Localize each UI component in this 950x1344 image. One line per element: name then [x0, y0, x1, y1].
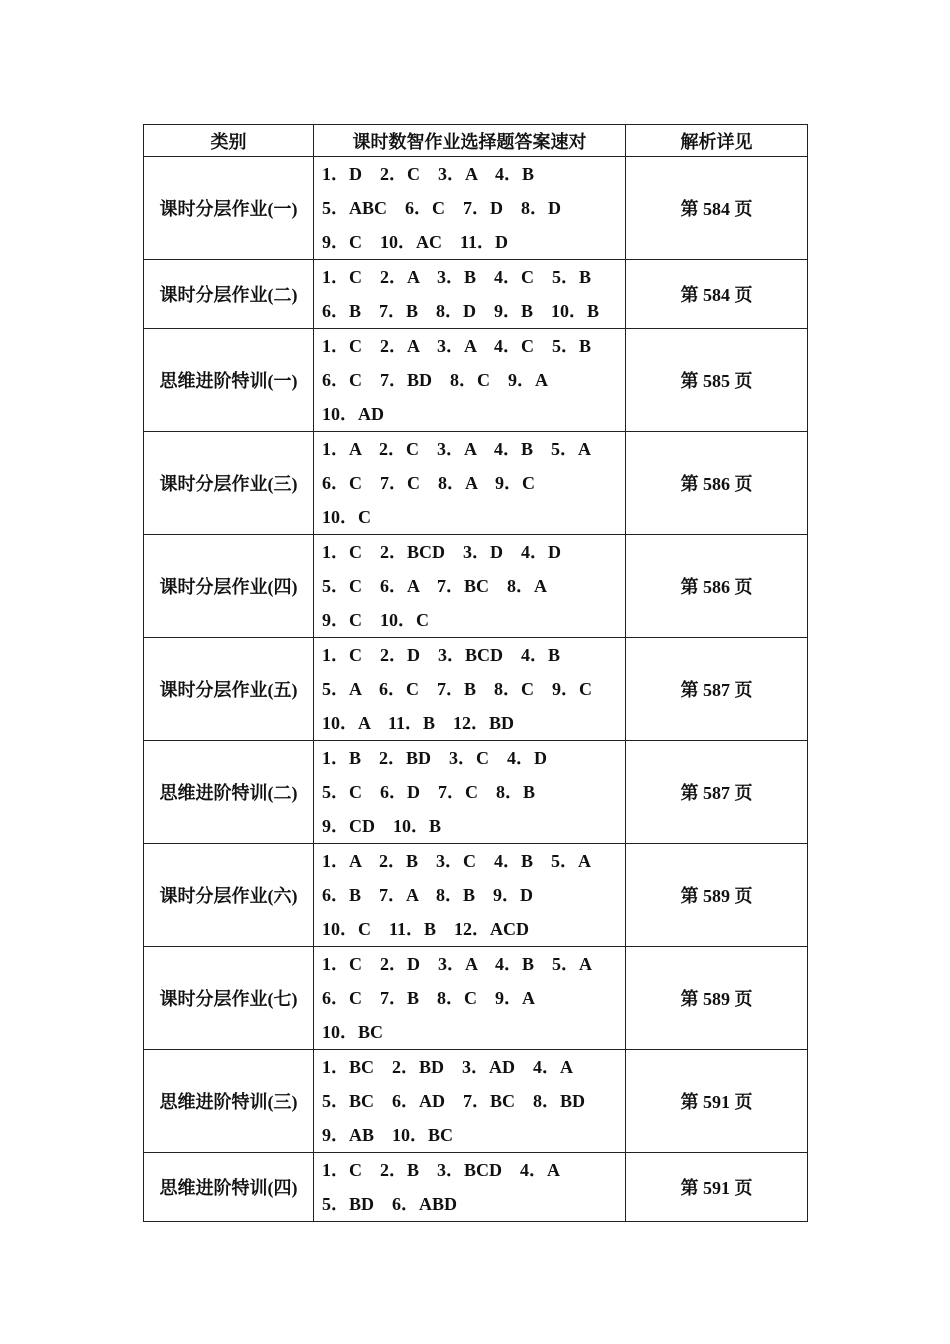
row-answers	[314, 157, 626, 260]
answer-line: 5．BC 6．AD 7．BC 8．BD	[322, 1091, 586, 1111]
table-body	[144, 157, 808, 1222]
header-category: 类别	[144, 125, 314, 157]
header-details: 解析详见	[626, 125, 808, 157]
answer-line: 1．BC 2．BD 3．AD 4．A	[322, 1057, 574, 1077]
answer-line: 9．CD 10．B	[322, 816, 442, 836]
answer-line: 6．C 7．B 8．C 9．A	[322, 988, 536, 1008]
answer-line: 10．C 11．B 12．ACD	[322, 919, 530, 939]
table-row	[144, 947, 808, 1050]
table-row	[144, 844, 808, 947]
answer-line: 9．C 10．AC 11．D	[322, 232, 509, 252]
header-answers: 课时数智作业选择题答案速对	[314, 125, 626, 157]
table-row	[144, 1050, 808, 1153]
answer-line: 6．C 7．BD 8．C 9．A	[322, 370, 549, 390]
answer-line: 5．ABC 6．C 7．D 8．D	[322, 198, 562, 218]
answer-line: 5．A 6．C 7．B 8．C 9．C	[322, 679, 593, 699]
row-page-ref: 第 591 页	[626, 1153, 808, 1222]
table-header-row	[144, 125, 808, 157]
answer-line: 10．BC	[322, 1022, 384, 1042]
row-category: 思维进阶特训(三)	[144, 1050, 314, 1153]
table-row	[144, 157, 808, 260]
row-category: 课时分层作业(七)	[144, 947, 314, 1050]
row-category: 课时分层作业(三)	[144, 432, 314, 535]
answer-line: 5．BD 6．ABD	[322, 1194, 458, 1214]
row-page-ref: 第 591 页	[626, 1050, 808, 1153]
answer-line: 1．C 2．D 3．BCD 4．B	[322, 645, 561, 665]
answer-line: 1．C 2．A 3．A 4．C 5．B	[322, 336, 592, 356]
row-category: 课时分层作业(一)	[144, 157, 314, 260]
row-answers	[314, 741, 626, 844]
table-row	[144, 1153, 808, 1222]
table-row	[144, 432, 808, 535]
row-answers	[314, 638, 626, 741]
answer-line: 9．C 10．C	[322, 610, 429, 630]
row-page-ref: 第 584 页	[626, 260, 808, 329]
row-page-ref: 第 589 页	[626, 947, 808, 1050]
answer-line: 10．A 11．B 12．BD	[322, 713, 515, 733]
row-page-ref: 第 586 页	[626, 432, 808, 535]
row-category: 课时分层作业(六)	[144, 844, 314, 947]
answer-line: 10．AD	[322, 404, 384, 424]
row-page-ref: 第 585 页	[626, 329, 808, 432]
answer-line: 1．C 2．D 3．A 4．B 5．A	[322, 954, 593, 974]
row-category: 思维进阶特训(二)	[144, 741, 314, 844]
answer-line: 6．C 7．C 8．A 9．C	[322, 473, 536, 493]
answer-line: 1．B 2．BD 3．C 4．D	[322, 748, 548, 768]
row-answers	[314, 329, 626, 432]
answer-line: 1．C 2．A 3．B 4．C 5．B	[322, 267, 592, 287]
row-category: 思维进阶特训(一)	[144, 329, 314, 432]
row-category: 思维进阶特训(四)	[144, 1153, 314, 1222]
answer-line: 5．C 6．A 7．BC 8．A	[322, 576, 548, 596]
table-row	[144, 260, 808, 329]
table-row	[144, 535, 808, 638]
table-row	[144, 329, 808, 432]
answer-line: 1．A 2．B 3．C 4．B 5．A	[322, 851, 592, 871]
row-answers	[314, 260, 626, 329]
answer-line: 9．AB 10．BC	[322, 1125, 454, 1145]
row-answers	[314, 1050, 626, 1153]
row-page-ref: 第 587 页	[626, 741, 808, 844]
row-category: 课时分层作业(二)	[144, 260, 314, 329]
row-answers	[314, 535, 626, 638]
answer-line: 6．B 7．A 8．B 9．D	[322, 885, 534, 905]
answer-line: 10．C	[322, 507, 371, 527]
answer-line: 5．C 6．D 7．C 8．B	[322, 782, 536, 802]
row-category: 课时分层作业(五)	[144, 638, 314, 741]
row-answers	[314, 1153, 626, 1222]
row-category: 课时分层作业(四)	[144, 535, 314, 638]
row-page-ref: 第 587 页	[626, 638, 808, 741]
row-page-ref: 第 589 页	[626, 844, 808, 947]
answer-line: 1．C 2．B 3．BCD 4．A	[322, 1160, 561, 1180]
answer-line: 1．A 2．C 3．A 4．B 5．A	[322, 439, 592, 459]
row-page-ref: 第 584 页	[626, 157, 808, 260]
table-row	[144, 638, 808, 741]
row-page-ref: 第 586 页	[626, 535, 808, 638]
answer-line: 6．B 7．B 8．D 9．B 10．B	[322, 301, 600, 321]
answer-line: 1．C 2．BCD 3．D 4．D	[322, 542, 562, 562]
answer-table	[143, 124, 808, 1222]
row-answers	[314, 844, 626, 947]
table-row	[144, 741, 808, 844]
row-answers	[314, 947, 626, 1050]
answer-line: 1．D 2．C 3．A 4．B	[322, 164, 535, 184]
row-answers	[314, 432, 626, 535]
answer-key-page	[143, 124, 807, 1222]
